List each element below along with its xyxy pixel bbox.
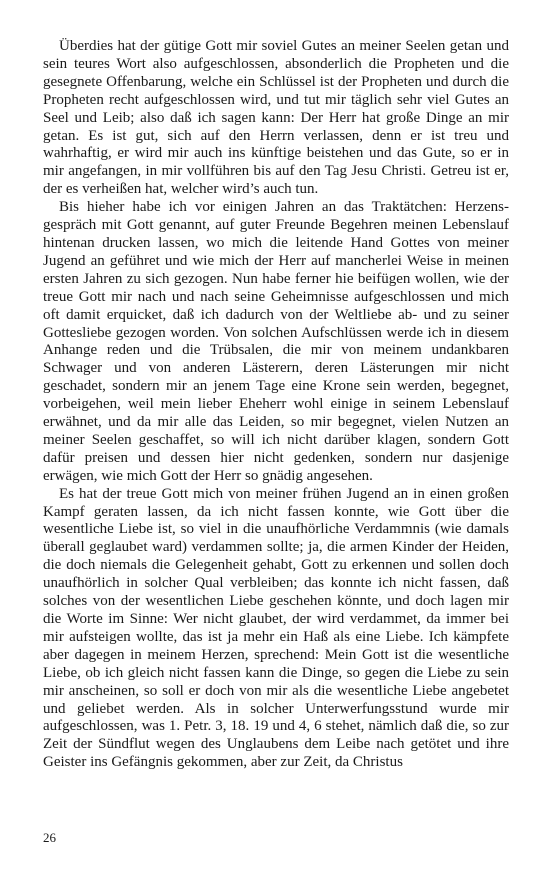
- page-body: [43, 38, 509, 772]
- paragraph-1: Überdies hat der gütige Gott mir soviel Gutes an meiner Seelen getan und sein teures Wort also aufgeschlossen, absonderlich die Propheten und die gesegnete Offenbarung, welche ein Schlüssel ist der Propheten und durch die Propheten recht aufgeschlossen wird, und tut mir täglich sehr viel Gutes an Seel und Leib; also daß ich sagen kann: Der Herr hat große Dinge an mir getan. Es ist gut, sich auf den Herrn verlassen, denn er ist treu und wahrhaftig, er wird mir auch ins künftige beistehen und das Gute, so er in mir angefangen, in mir vollführen bis auf den Tag Jesu Christi. Getreu ist er, der es verheißen hat, welcher wird’s auch tun.: [43, 38, 509, 198]
- page-number: 26: [43, 830, 56, 845]
- paragraph-2: Bis hieher habe ich vor einigen Jahren an das Traktätchen: Herzensgespräch mit Gott genannt, auf guter Freunde Begehren meinen Lebenslauf hintenan drucken lassen, wo mich die leitende Hand Gottes von meiner Jugend an geführet und wie mich der Herr auf mancherlei Weise in meinen ersten Jahren zu sich gezogen. Nun habe ferner hie beifügen wollen, wie der treue Gott mir nach und nach seine Geheimnisse aufgeschlossen und mich oft damit erquicket, daß ich dadurch von der Weltliebe ab- und zu seiner Gottesliebe gezogen worden. Von solchen Aufschlüssen werde ich in diesem Anhange reden und die Trübsalen, die mir von meinem undankbaren Schwager und von anderen Lästerern, deren Lästerungen mir nicht geschadet, sondern mir an jenem Tage eine Krone sein werden, begegnet, vorbeigehen, weil mein lieber Eheherr wohl einige in seinem Lebenslauf erwähnet, und da mir alle das Leiden, so mir begegnet, vielen Nutzen an meiner Seelen geschaffet, so will ich nicht darüber klagen, sondern Gott dafür preisen und dessen hier nicht gedenken, sondern nur dasjenige erwägen, wie mich Gott der Herr so gnädig angesehen.: [43, 199, 509, 484]
- paragraph-3: Es hat der treue Gott mich von meiner frühen Jugend an in einen großen Kampf geraten lassen, da ich nicht fassen konnte, wie Gott über die wesentliche Liebe ist, so viel in die unaufhörliche Verdammnis (wie damals überall geglaubet ward) verdammen sollte; ja, die armen Kinder der Heiden, die doch niemals die Gelegenheit gehabt, Gott zu erkennen und sollen doch unaufhörlich in solcher Qual verbleiben; das konnte ich nicht fassen, daß solches von der wesentlichen Liebe geschehen könnte, und doch lagen mir die Worte im Sinne: Wer nicht glaubet, der wird verdammet, da immer bei mir aufsteigen wollte, das ist ja mehr ein Haß als eine Liebe. Ich kämpfete aber dagegen in meinem Herzen, sprechend: Mein Gott ist die wesentliche Liebe, ob ich gleich nicht fassen kann die Dinge, so gegen die Liebe zu sein mir anscheinen, so soll er doch von mir als die wesentliche Liebe angebetet und geliebet werden. Als in solcher Unterwerfungsstund wurde mir aufgeschlossen, was 1. Petr. 3, 18. 19 und 4, 6 stehet, nämlich daß die, so zur Zeit der Sündflut wegen des Unglaubens dem Leibe nach getötet und ihre Geister ins Gefängnis gekommen, aber zur Zeit, da Christus: [43, 485, 509, 771]
